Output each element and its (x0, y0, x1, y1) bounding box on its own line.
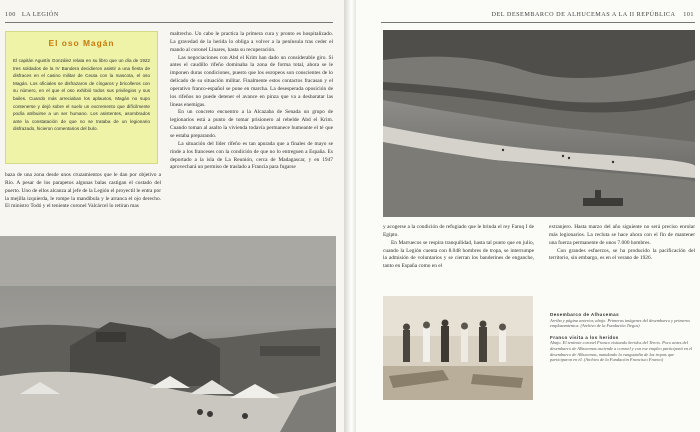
right-running-head-title: DEL DESEMBARCO DE ALHUCEMAS A LA II REPÚBLICA (491, 11, 676, 18)
right-running-head (492, 11, 695, 18)
franco-visits-wounded-photo (383, 296, 533, 400)
paragraph: maltrecho. Un cabo le practica la primera cura y pronto es hospitalizado. La gravedad de la herida lo obliga a volver a la península tras ceder el mando al coronel Linares, hasta su recuperación. (170, 31, 333, 53)
left-folio: 100 (5, 11, 16, 18)
paragraph: y acogerse a la condición de refugiado que le brinda el rey Faruq I de Egipto. (383, 224, 534, 238)
left-head-rule (5, 22, 333, 23)
caption-title: Desembarco de Alhucemas (550, 312, 620, 317)
paragraph: extranjero. Hasta marzo del año siguiente no será preciso enrolar más legionarios. La recluta se hace ahora con el fin de mantener una fuerza permanente de unos 7.000 hombres. (549, 224, 695, 246)
paragraph: baza de una zona desde unos cruzamientos que le dan por objetivo a Río. A pesar de los parapetos algunas balas castigan el costado del puerto. Uno de ellos alcanza al jefe de la Legión el proyectil le entra por la mejilla izquierda, le rompe la mandíbula y le arranca el ojo derecho. El ministro Todó y el teniente coronel Valcárcel lo retiran mas (5, 172, 161, 210)
right-page (356, 0, 700, 432)
book-gutter (344, 0, 356, 432)
photo-captions (550, 312, 696, 369)
left-page (0, 0, 344, 432)
sidebar-box (5, 31, 158, 164)
left-column-1 (5, 172, 161, 211)
sidebar-body: El capitán Agustín González relata en su libro que un día de 1922 tres soldados de la IV Bandera decidieron asistir a una fiesta de disfraces en el casino militar de Ceuta con la mascota, el oso Magán. Los oficiales se disfrazaron de cíngaros y bricolleros con su número, en el que el oso exhibió todos sus privilegios y sus bailes. Cuando más arreciaban los aplausos, Magán no supo contenerse y dejó sobre el suelo un excremento que difícilmente podía atribuirse a un ser humano. Los asistentes, asombrados ante la constatación de que no se trataba de un legionario disfrazado, hicieron comentarios del bulo. (13, 58, 150, 132)
right-folio: 101 (683, 11, 694, 18)
left-running-head (5, 11, 59, 18)
paragraph: En un concreto encuentro a la Alcazaba de Senada un grupo de legionarios está a punto de tomar prisionero al rebelde Abd el Krim. Cuando toman al asalto la vivienda todavía permanece humeante el té que se estaba preparando. (170, 109, 333, 139)
paragraph: La situación del líder rifeño es tan apurada que a finales de mayo se rinde a los franceses con la condición de que no lo entreguen a España. Es deportado a la isla de La Reunión, cerca de Madagascar, y en 1947 aprovechará un permiso de traslado a Francia para fugarse (170, 140, 333, 171)
right-column-2 (549, 224, 695, 263)
caption-body: Arriba y página anterior, abajo. Primeras imágenes del desembarco y primeros emplazamientos. (Archivo de la Fundación Tiegos) (550, 317, 690, 329)
caption-body: Abajo. El teniente coronel Franco visitando heridos del Tercio. Poco antes del desembarco de Alhucemas asciende a coronel y con ese empleo participará en el desembarco de Alhucemas, mandando la vanguardia de las tropas que participaron en él. (Archivo de la Fundación Francisco Franco) (550, 340, 693, 363)
right-head-rule (381, 22, 695, 23)
paragraph: Con grandes esfuerzos, se ha producido la pacificación del territorio, sin embargo, es en el verano de 1926. (549, 247, 695, 262)
right-column-1 (383, 224, 534, 271)
left-column-2 (170, 31, 333, 172)
paragraph: Las negociaciones con Abd el Krim han dado un considerable giro. Si antes el caudillo rifeño dominaba la zona de forma total, ahora se le imponen duras condiciones, puesto que los europeos son conscientes de lo delicado de su situación militar. Finalmente estos contactos fracasan y el operativo franco-español se pone en marcha. La desesperada oposición de los rifeños no puede detener el avance en pinza que va a desbaratar las líneas enemigas. (170, 54, 333, 108)
caption-title: Franco visita a los heridos (550, 334, 619, 340)
sidebar-title: El oso Magán (48, 38, 115, 48)
left-running-head-title: LA LEGIÓN (21, 11, 59, 18)
bay-aerial-photo (383, 30, 695, 217)
port-landing-photo (0, 236, 336, 432)
paragraph: En Marruecos se respira tranquilidad, hasta tal punto que en julio, cuando la Legión cuenta con 8.048 hombres de tropa, se interrumpe la admisión de voluntarios y se cierran los banderines de enganche, tanto en España como en el (383, 239, 534, 270)
